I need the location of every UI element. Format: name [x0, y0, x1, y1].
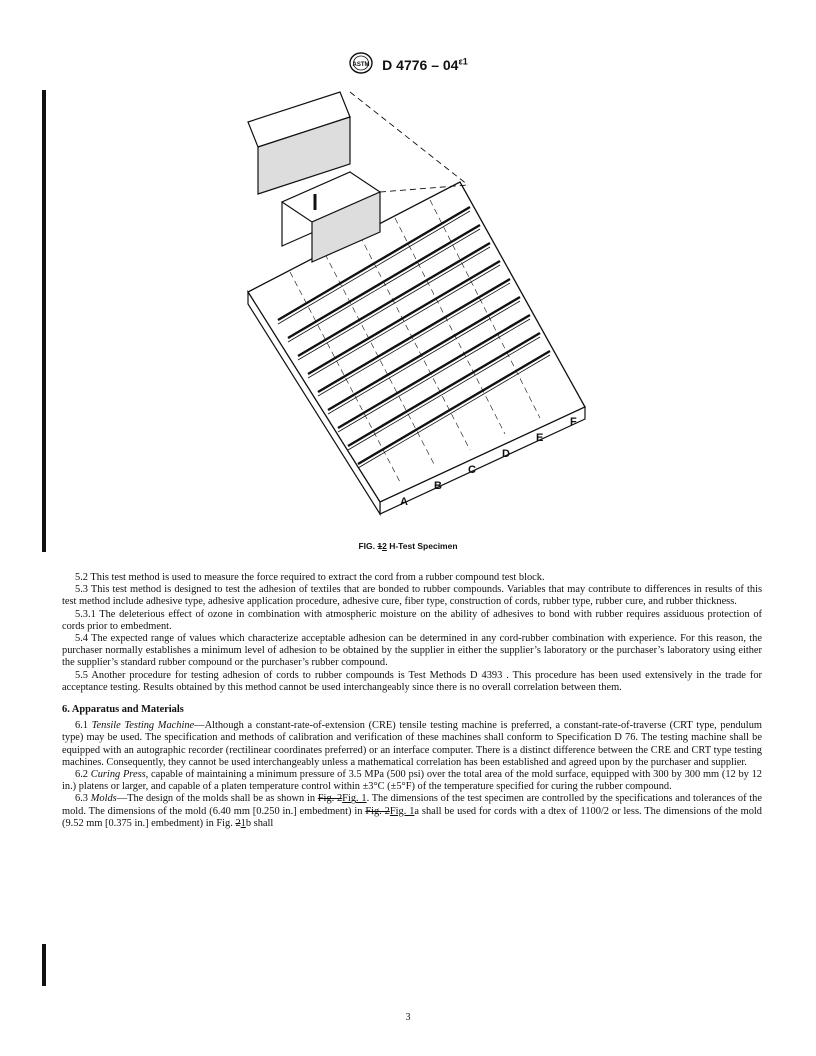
h-test-specimen-figure: [230, 82, 610, 532]
change-bar: [42, 944, 46, 986]
designation: D $4776 - 04^{\varepsilon 1}$: [382, 56, 468, 73]
paragraph: 6.3 Molds—The design of the molds shall be as shown in Fig. 2Fig. 1. The dimensions of the test specimen are controlled by the specifications and tolerances of the mold. The dimensions of the mold (6.40 mm [0.250 in.] embedment) in Fig. 2Fig. 1a shall be used for cords with a dtex of 1100/2 or less. The dimensions of the mold (9.52 mm [0.375 in.] embedment) in Fig. 21b shall: [62, 793, 762, 829]
paragraph: 6.1 Tensile Testing Machine—Although a constant-rate-of-extension (CRE) tensile testing machine is preferred, a constant-rate-of-traverse (CRT type, pendulum type) may be used. The specification and methods of calibration and verification of these machines shall conform to Specification D 76. The testing machine shall be equipped with an autographic recorder (rectilinear coordinates preferred) or an interface computer. There is a distinct difference between the CRE and CRT type testing machines. Consequently, they cannot be used interchangeably unless a mathematical correlation has been established and agreed upon by the purchaser and supplier.: [62, 720, 762, 768]
document-header: [0, 52, 816, 77]
paragraph: 5.3.1 The deleterious effect of ozone in combination with atmospheric moisture on the ability of adhesives to bond with rubber requires assiduous protection of cords prior to embedment.: [62, 608, 762, 632]
paragraph: 6.2 Curing Press, capable of maintaining a minimum pressure of 3.5 MPa (500 psi) over the total area of the mold surface, equipped with 300 by 300 mm (12 by 12 in.) platens or larger, and capable of a platen temperature control within ±3°C (±5°F) of the temperature specified for curing the rubber compound.: [62, 769, 762, 793]
figure-drawing: [230, 82, 610, 532]
section-heading: 6. Apparatus and Materials: [62, 704, 184, 716]
change-bar: [42, 90, 46, 552]
astm-logo-icon: [348, 52, 374, 77]
column-label: B: [434, 480, 442, 492]
svg-text:ASTM: ASTM: [352, 62, 370, 68]
paragraph: 5.4 The expected range of values which characterize acceptable adhesion can be determined in any cord-rubber combination with experience. For this reason, the purchaser normally establishes a minimum level of adhesion to be obtained by the supplier in either the supplier’s laboratory or the purchaser’s laboratory using either the supplier’s standard rubber compound or the purchaser’s rubber compound.: [62, 633, 762, 669]
column-label: D: [502, 448, 510, 460]
figure-caption: FIG. 12 H-Test Specimen: [358, 541, 458, 551]
column-label: C: [468, 464, 476, 476]
paragraph: 5.2 This test method is used to measure the force required to extract the cord from a rubber compound test block.: [75, 572, 545, 583]
column-label: F: [570, 416, 577, 428]
paragraph: 5.5 Another procedure for testing adhesion of cords to rubber compounds is Test Methods D 4393 . This procedure has been used extensively in the trade for acceptance testing. Results obtained by this method cannot be used interchangeably since there is no overall correlation between them.: [62, 669, 762, 693]
paragraph: 5.3 This test method is designed to test the adhesion of textiles that are bonded to rubber compounds. Variables that may contribute to differences in results of this test method include adhesive type, adhesive application procedure, adhesive cure, fiber type, construction of cords, rubber type, rubber cure, and rubber thickness.: [62, 584, 762, 608]
page-number: 3: [405, 1012, 411, 1023]
body-text: [62, 572, 762, 830]
column-label: E: [536, 432, 544, 444]
column-label: A: [400, 496, 408, 508]
